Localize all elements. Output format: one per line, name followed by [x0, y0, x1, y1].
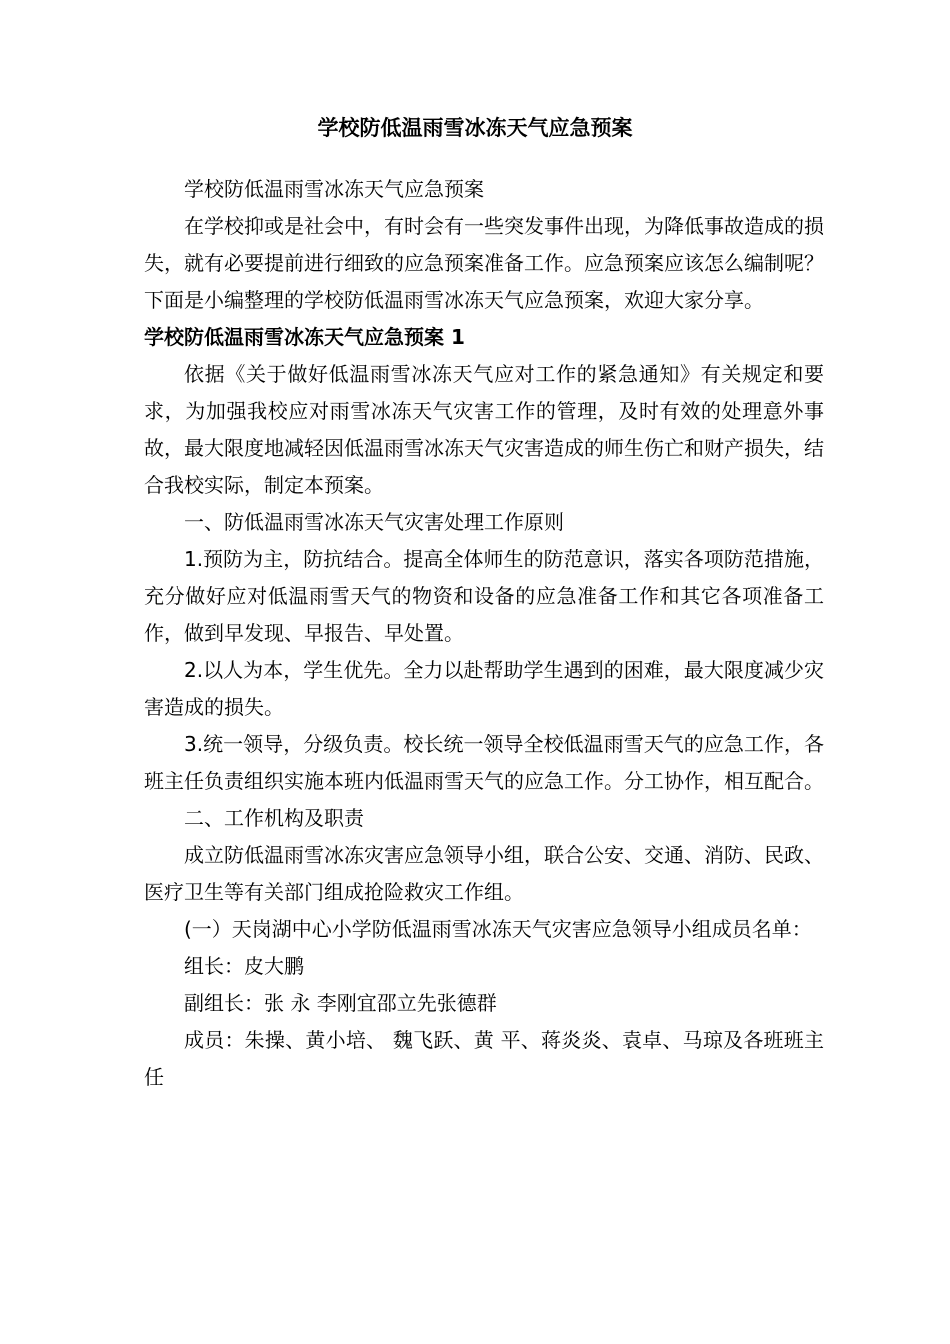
document-title: 学校防低温雨雪冰冻天气应急预案 [317, 116, 633, 140]
organization-paragraph: 成立防低温雨雪冰冻灾害应急领导小组，联合公安、交通、消防、民政、医疗卫生等有关部门组成抢险救灾工作组。 [144, 843, 824, 904]
subtitle-paragraph: 学校防低温雨雪冰冻天气应急预案 [184, 177, 484, 201]
leader-line: 组长：皮大鹏 [184, 954, 304, 978]
document-body [144, 171, 824, 1096]
members-line: 成员：朱操、黄小培、 魏飞跃、黄 平、蒋炎炎、袁卓、马琼及各班班主任 [144, 1028, 824, 1089]
intro-paragraph: 在学校抑或是社会中，有时会有一些突发事件出现，为降低事故造成的损失，就有必要提前进行细致的应急预案准备工作。应急预案应该怎么编制呢？下面是小编整理的学校防低温雨雪冰冻天气应急预案，欢迎大家分享。 [144, 214, 824, 312]
principle-3-paragraph: 3.统一领导，分级负责。校长统一领导全校低温雨雪天气的应急工作，各班主任负责组织实施本班内低温雨雪天气的应急工作。分工协作，相互配合。 [144, 732, 824, 793]
basis-paragraph: 依据《关于做好低温雨雪冰冻天气应对工作的紧急通知》有关规定和要求，为加强我校应对雨雪冰冻天气灾害工作的管理，及时有效的处理意外事故，最大限度地减轻因低温雨雪冰冻天气灾害造成的师生伤亡和财产损失，结合我校实际，制定本预案。 [144, 362, 824, 497]
section-heading: 学校防低温雨雪冰冻天气应急预案 1 [144, 325, 465, 349]
principles-heading: 一、防低温雨雪冰冻天气灾害处理工作原则 [184, 510, 564, 534]
principle-1-paragraph: 1.预防为主，防抗结合。提高全体师生的防范意识，落实各项防范措施，充分做好应对低温雨雪天气的物资和设备的应急准备工作和其它各项准备工作，做到早发现、早报告、早处置。 [144, 547, 824, 645]
organization-heading: 二、工作机构及职责 [184, 806, 364, 830]
principle-2-paragraph: 2.以人为本，学生优先。全力以赴帮助学生遇到的困难，最大限度减少灾害造成的损失。 [144, 658, 824, 719]
deputy-leader-line: 副组长：张 永 李刚宜邵立先张德群 [184, 991, 497, 1015]
leadership-list-heading: (一）天岗湖中心小学防低温雨雪冰冻天气灾害应急领导小组成员名单： [184, 917, 812, 941]
